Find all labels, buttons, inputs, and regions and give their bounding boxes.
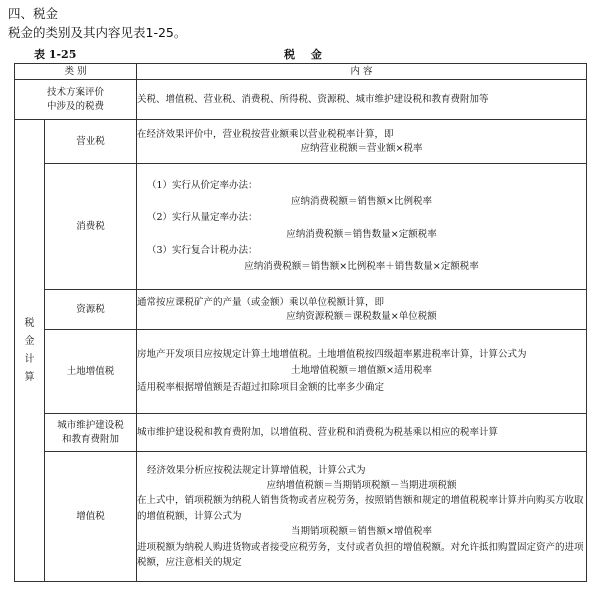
formula-text: 应纳消费税额＝销售额×比例税率＋销售数量×定额税率 — [244, 260, 479, 272]
content-cell — [137, 80, 587, 120]
table-header-row — [15, 64, 587, 80]
content-cell — [137, 120, 587, 164]
method-text: （1）实行从价定率办法： — [147, 180, 258, 192]
vertical-label-cell — [15, 120, 45, 582]
category-cell: 资源税 — [45, 290, 137, 330]
content-text: 房地产开发项目应按规定计算土地增值税。土地增值税按四级超率累进税率计算，计算公式为 — [137, 348, 527, 360]
formula-text: 应纳营业税额＝营业额×税率 — [300, 142, 423, 154]
tax-table — [14, 63, 587, 582]
table-number: 表 1-25 — [34, 48, 77, 61]
table-row — [15, 452, 587, 582]
section-heading: 四、税金 — [8, 6, 59, 21]
formula-text: 当期销项税额＝销售额×增值税率 — [291, 526, 432, 538]
header-category: 类 别 — [15, 64, 137, 80]
content-cell — [137, 452, 587, 582]
category-label-line: 技术方案评价 — [46, 86, 104, 98]
formula-text: 应纳增值税额＝当期销项税额－当期进项税额 — [266, 480, 457, 492]
content-text: 城市维护建设税和教育费附加，以增值税、营业税和消费税为税基乘以相应的税率计算 — [137, 426, 499, 438]
formula-text: 应纳消费税额＝销售数量×定额税率 — [286, 228, 437, 240]
formula-text: 应纳消费税额＝销售额×比例税率 — [291, 196, 432, 208]
vertical-label-char: 税 — [24, 317, 35, 329]
table-row — [15, 290, 587, 330]
content-text: 适用税率根据增值额是否超过扣除项目金额的比率多少确定 — [137, 381, 385, 393]
method-text: （3）实行复合计税办法： — [147, 244, 258, 256]
formula-text: 土地增值税额＝增值额×适用税率 — [291, 365, 432, 377]
table-row — [15, 120, 587, 164]
content-text: 通常按应课税矿产的产量（或金额）乘以单位税额计算，即 — [137, 296, 385, 308]
vertical-label-char: 计 — [24, 353, 35, 365]
content-cell — [137, 330, 587, 414]
table-row — [15, 330, 587, 414]
category-label-line: 城市维护建设税 — [57, 419, 124, 431]
content-text: 在经济效果评价中，营业税按营业额乘以营业税税率计算，即 — [137, 128, 394, 140]
category-cell: 消费税 — [45, 164, 137, 290]
content-text: 进项税额为纳税人购进货物或者接受应税劳务，支付或者负担的增值税额。对允许抵扣购置固定资产的进项税额，应注意相关的规定 — [137, 541, 584, 568]
category-cell: 增值税 — [45, 452, 137, 582]
category-cell — [45, 414, 137, 452]
vertical-label-char: 金 — [24, 335, 35, 347]
formula-text: 应纳资源税额＝课税数量×单位税额 — [286, 310, 437, 322]
content-cell — [137, 414, 587, 452]
table-row — [15, 80, 587, 120]
category-label-line: 中涉及的税费 — [46, 100, 104, 112]
intro-text: 税金的类别及其内容见表1-25。 — [8, 25, 187, 40]
table-row — [15, 164, 587, 290]
table-row — [15, 414, 587, 452]
content-text: 经济效果分析应按税法规定计算增值税，计算公式为 — [147, 464, 366, 476]
vertical-label-char: 算 — [24, 371, 35, 383]
category-cell — [15, 80, 137, 120]
content-text: 关税、增值税、营业税、消费税、所得税、资源税、城市维护建设税和教育费附加等 — [137, 93, 489, 105]
category-cell: 营业税 — [45, 120, 137, 164]
content-cell — [137, 164, 587, 290]
content-text: 在上式中，销项税额为纳税人销售货物或者应税劳务，按照销售额和规定的增值税税率计算并向购买方收取的增值税额，计算公式为 — [137, 495, 584, 522]
category-label-line: 和教育费附加 — [61, 433, 119, 445]
header-content: 内 容 — [137, 64, 587, 80]
table-title: 税 金 — [284, 48, 328, 61]
category-cell: 土地增值税 — [45, 330, 137, 414]
method-text: （2）实行从量定率办法： — [147, 212, 258, 224]
content-cell — [137, 290, 587, 330]
